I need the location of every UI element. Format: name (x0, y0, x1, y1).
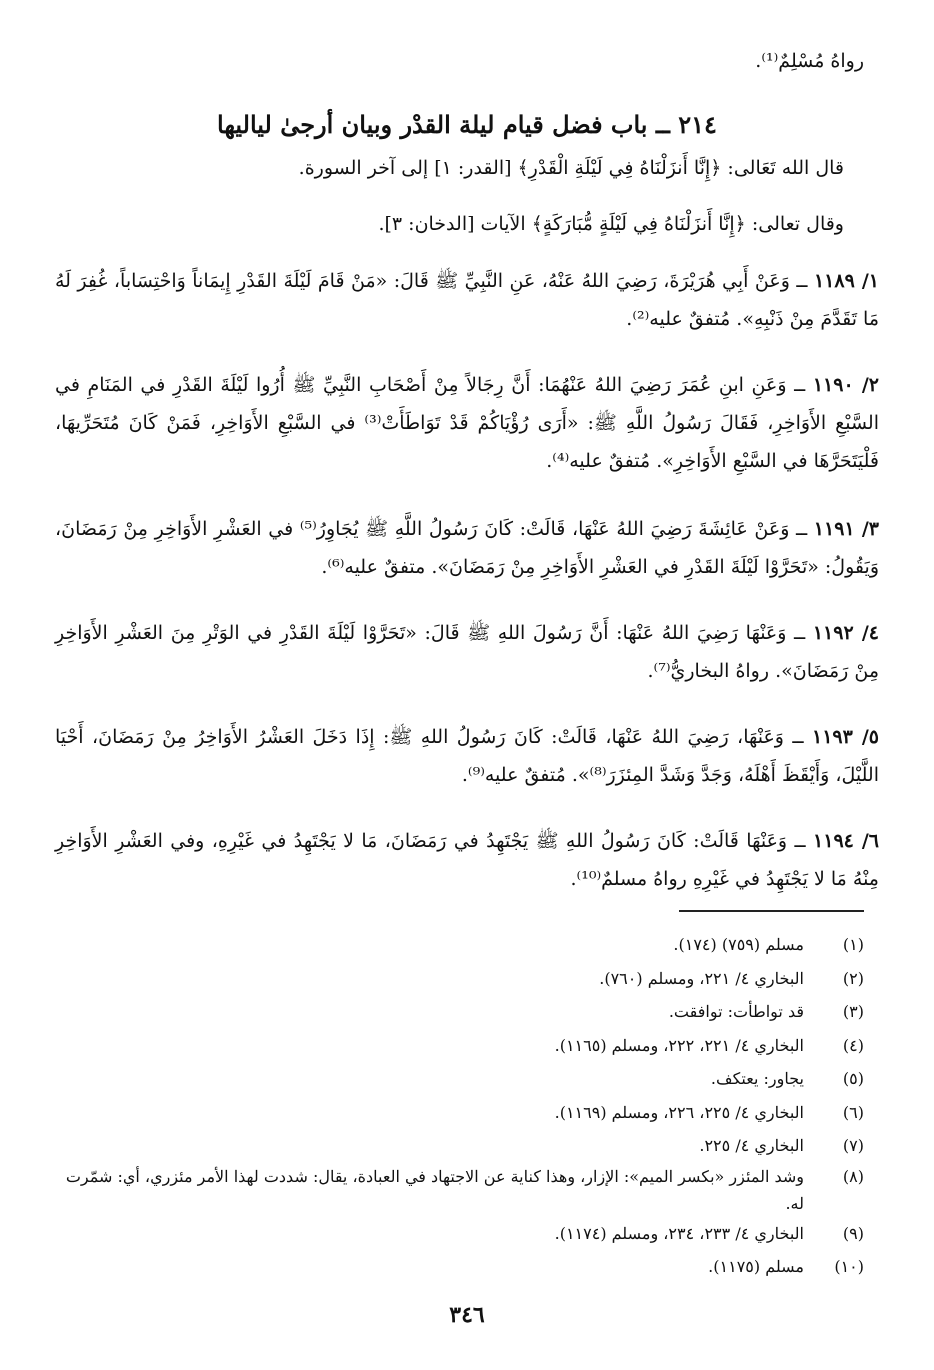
footnote-text: البخاري ٤/ ٢٢١، ٢٢٢، ومسلم (١١٦٥). (554, 1035, 804, 1055)
footnote-marker: (٧) (842, 1136, 864, 1155)
hadith-text: ــ وَعَنْهَا رَضِيَ اللهُ عَنْهَا: أَنَّ رَسُولَ اللهِ ﷺ قَالَ: «تَحَرَّوْا لَيْلَةَ القَدْرِ في الوَتْرِ مِنَ العَشْرِ الأَوَاخِرِ مِنْ رَمَضَانَ». رواهُ البخاريُّ⁽⁷⁾. (55, 622, 879, 682)
footnote-item (54, 1129, 864, 1163)
footnote-item (54, 1163, 864, 1217)
footnote-marker: (١٠) (834, 1257, 864, 1276)
hadith-text: ــ وَعَنْهَا، رَضِيَ اللهُ عَنْهَا، قَالَتْ: كَانَ رَسُولُ اللهِ ﷺ: إِذَا دَخَلَ العَشْرُ الأَوَاخِرُ مِنْ رَمَضَانَ، أَحْيَا اللَّيْلَ، وَأَيْقَظَ أَهْلَهُ، وَجَدَّ وَشَدَّ المِئزَرَ⁽⁸⁾». مُتفقٌ عليه⁽⁹⁾. (55, 726, 879, 786)
footnote-marker: (٤) (842, 1035, 864, 1055)
footnote-marker: (٢) (842, 968, 864, 988)
footnote-marker: (١) (842, 935, 864, 954)
footnote-item (54, 1217, 864, 1251)
footnote-divider (679, 910, 864, 912)
hadith-1193 (55, 718, 879, 794)
hadith-1190 (55, 366, 879, 480)
carryover-line: رواهُ مُسْلِمٌ⁽¹⁾. (755, 50, 864, 72)
footnote-text: وشد المئزر «بكسر الميم»: الإزار، وهذا كناية عن الاجتهاد في العبادة، يقال: شددت لهذا الأمر مئزري، أي: شمّرت له. (65, 1166, 804, 1213)
footnote-text: مسلم (١١٧٥). (708, 1257, 804, 1276)
page-number: ٣٤٦ (449, 1302, 485, 1328)
footnote-text: يجاور: يعتكف. (710, 1069, 804, 1088)
hadith-text: ــ وَعَنْ أَبِي هُرَيْرَةَ، رَضِيَ اللهُ عَنْهُ، عَنِ النَّبِيِّ ﷺ قَالَ: «مَنْ قَامَ لَيْلَةَ القَدْرِ إِيمَاناً وَاحْتِسَاباً، غُفِرَ لَهُ مَا تَقَدَّمَ مِنْ ذَنْبِهِ». مُتفقٌ عليه⁽²⁾. (55, 270, 879, 330)
footnote-text: البخاري ٤/ ٢٣٣، ٢٣٤، ومسلم (١١٧٤). (554, 1223, 804, 1243)
footnotes-list (54, 928, 864, 1284)
hadith-text: ــ وَعَنْهَا قَالَتْ: كَانَ رَسُولُ اللهِ ﷺ يَجْتَهِدُ في رَمَضَانَ، مَا لا يَجْتَهِدُ في غَيْرِهِ، وفي العَشْرِ الأَوَاخِرِ مِنْهُ مَا لا يَجْتَهِدُ في غَيْرِهِ رواهُ مسلمٌ⁽¹⁰⁾. (55, 830, 879, 890)
footnote-marker: (٩) (842, 1223, 864, 1243)
footnote-item (54, 1029, 864, 1063)
footnote-marker: (٦) (842, 1102, 864, 1122)
footnote-item (54, 928, 864, 962)
footnote-marker: (٥) (842, 1069, 864, 1088)
chapter-title: ٢١٤ ــ باب فضل قيام ليلة القدْر وبيان أرجىٰ لياليها (217, 110, 717, 139)
hadith-text: ــ وَعَنِ ابنِ عُمَرَ رَضِيَ اللهُ عَنْهُمَا: أَنَّ رِجَالاً مِنْ أَصْحَابِ النَّبِيِّ ﷺ أُرُوا لَيْلَةَ القَدْرِ في المَنَامِ في السَّبْعِ الأَوَاخِرِ، فَقَالَ رَسُولُ اللَّهِ ﷺ: «أَرَى رُؤْيَاكُمْ قَدْ تَوَاطَأَتْ⁽³⁾ في السَّبْعِ الأَوَاخِرِ، فَمَنْ كَانَ مُتَحَرِّيهَا، فَلْيَتَحَرَّهَا في السَّبْعِ الأَوَاخِرِ». مُتفقٌ عليه⁽⁴⁾. (55, 374, 879, 472)
hadith-text: ــ وَعَنْ عَائِشَةَ رَضِيَ اللهُ عَنْهَا، قَالَتْ: كَانَ رَسُولُ اللَّهِ ﷺ يُجَاوِرُ⁽⁵⁾ في العَشْرِ الأَوَاخِرِ مِنْ رَمَضَانَ، وَيَقُولُ: «تَحَرَّوْا لَيْلَةَ القَدْرِ في العَشْرِ الأَوَاخِرِ مِنْ رَمَضَانَ». متفقٌ عليه⁽⁶⁾. (55, 518, 879, 578)
footnote-text: البخاري ٤/ ٢٢٥. (699, 1136, 804, 1155)
footnote-item (54, 1062, 864, 1096)
footnote-text: مسلم (٧٥٩) (١٧٤). (673, 935, 804, 954)
footnote-item (54, 995, 864, 1029)
hadith-number: ٢/ ١١٩٠ (812, 374, 879, 396)
hadith-number: ١/ ١١٨٩ (813, 270, 879, 292)
footnote-item (54, 1250, 864, 1284)
footnote-item (54, 962, 864, 996)
hadith-1192 (55, 614, 879, 690)
hadith-number: ٥/ ١١٩٣ (812, 726, 879, 748)
hadith-number: ٦/ ١١٩٤ (813, 830, 879, 852)
quran-verse-1: قال الله تَعَالى: ﴿إِنَّا أَنزَلْنَاهُ فِي لَيْلَةِ الْقَدْرِ﴾ [القدر: ١] إلى آخر السورة. (298, 157, 844, 179)
hadith-1189 (55, 262, 879, 338)
quran-verse-2: وقال تعالى: ﴿إِنَّا أَنزَلْنَاهُ فِي لَيْلَةٍ مُّبَارَكَةٍ﴾ الآيات [الدخان: ٣]. (378, 213, 844, 235)
hadith-number: ٤/ ١١٩٢ (812, 622, 880, 644)
footnote-text: البخاري ٤/ ٢٢١، ومسلم (٧٦٠). (599, 968, 804, 988)
hadith-1191 (55, 510, 879, 586)
hadith-number: ٣/ ١١٩١ (813, 518, 879, 540)
footnote-text: قد تواطأت: توافقت. (668, 1002, 804, 1021)
hadith-1194 (55, 822, 879, 898)
footnote-item (54, 1096, 864, 1130)
footnote-marker: (٨) (842, 1166, 864, 1186)
footnote-text: البخاري ٤/ ٢٢٥، ٢٢٦، ومسلم (١١٦٩). (554, 1102, 804, 1122)
footnote-marker: (٣) (842, 1002, 864, 1021)
